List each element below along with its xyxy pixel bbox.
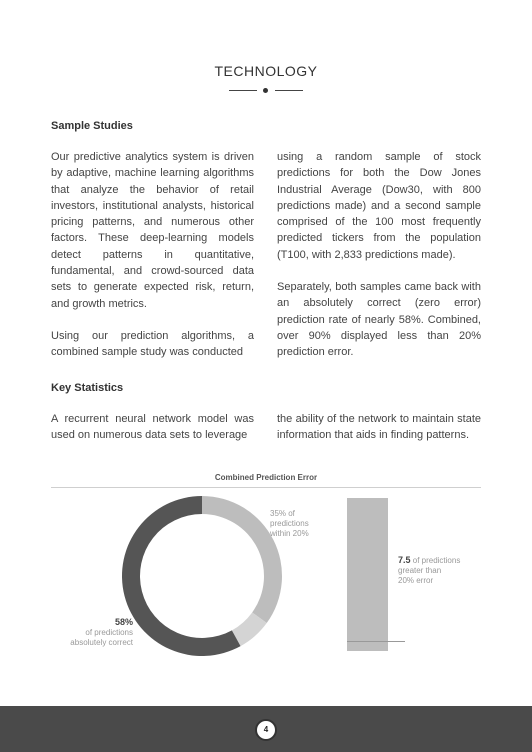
annotation-line: absolutely correct bbox=[70, 638, 133, 647]
donut-slice bbox=[122, 496, 241, 656]
chart-divider bbox=[51, 487, 481, 488]
annotation-line: 35% of bbox=[270, 509, 295, 518]
error-bar-track bbox=[347, 498, 388, 651]
ornament-line-left bbox=[229, 90, 257, 91]
paragraph: A recurrent neural network model was used on numerous data sets to leverage bbox=[51, 413, 254, 442]
annotation-line: greater than bbox=[398, 566, 442, 575]
donut-chart bbox=[120, 494, 284, 658]
page-title: TECHNOLOGY bbox=[214, 63, 318, 79]
annotation-line: 20% error bbox=[398, 576, 434, 585]
annotation-line: predictions bbox=[270, 519, 309, 528]
paragraph: the ability of the network to maintain state information that aids in finding patterns. bbox=[277, 413, 481, 442]
title-ornament bbox=[229, 86, 303, 96]
key-statistics-left-column bbox=[51, 411, 254, 460]
ornament-line-right bbox=[275, 90, 303, 91]
annotation-greater-than-20 bbox=[398, 555, 460, 586]
annotation-line: within 20% bbox=[270, 529, 309, 538]
key-statistics-right-column bbox=[277, 411, 481, 460]
annotation-within-20 bbox=[270, 509, 309, 539]
error-bar-leader-line bbox=[347, 641, 405, 642]
sample-studies-right-column bbox=[277, 149, 481, 377]
ornament-dot bbox=[263, 88, 268, 93]
page-number-badge: 4 bbox=[255, 719, 277, 741]
annotation-line: of predictions bbox=[85, 628, 133, 637]
paragraph: using a random sample of stock predictions for both the Dow Jones Industrial Average (Dow30, with 800 predictions made) and a second sample comprised of the 100 most frequently predicted tickers from the population (T100, with 2,833 predictions made). bbox=[277, 151, 481, 261]
annotation-value: 58% bbox=[114, 617, 133, 627]
paragraph: Using our prediction algorithms, a combined sample study was conducted bbox=[51, 329, 254, 359]
chart-title: Combined Prediction Error bbox=[214, 473, 318, 482]
sample-studies-left-column bbox=[51, 149, 254, 377]
annotation-absolutely-correct bbox=[40, 617, 133, 648]
annotation-line: of predictions bbox=[410, 556, 461, 565]
section-heading-key-statistics: Key Statistics bbox=[51, 382, 124, 394]
annotation-value: 7.5 bbox=[398, 555, 411, 565]
section-heading-sample-studies: Sample Studies bbox=[51, 120, 133, 132]
paragraph: Our predictive analytics system is driven by adaptive, machine learning algorithms that analyze the behavior of retail investors, institutional analysts, historical pricing patterns, and numerous other factors. These deep-learning models detect patterns in quantitative, fundamental, and crowd-sourced data sets to generate expected risk, return, and growth metrics. bbox=[51, 151, 254, 310]
paragraph: Separately, both samples came back with an absolutely correct (zero error) prediction rate of nearly 58%. Combined, over 90% displayed less than 20% prediction error. bbox=[277, 281, 481, 359]
